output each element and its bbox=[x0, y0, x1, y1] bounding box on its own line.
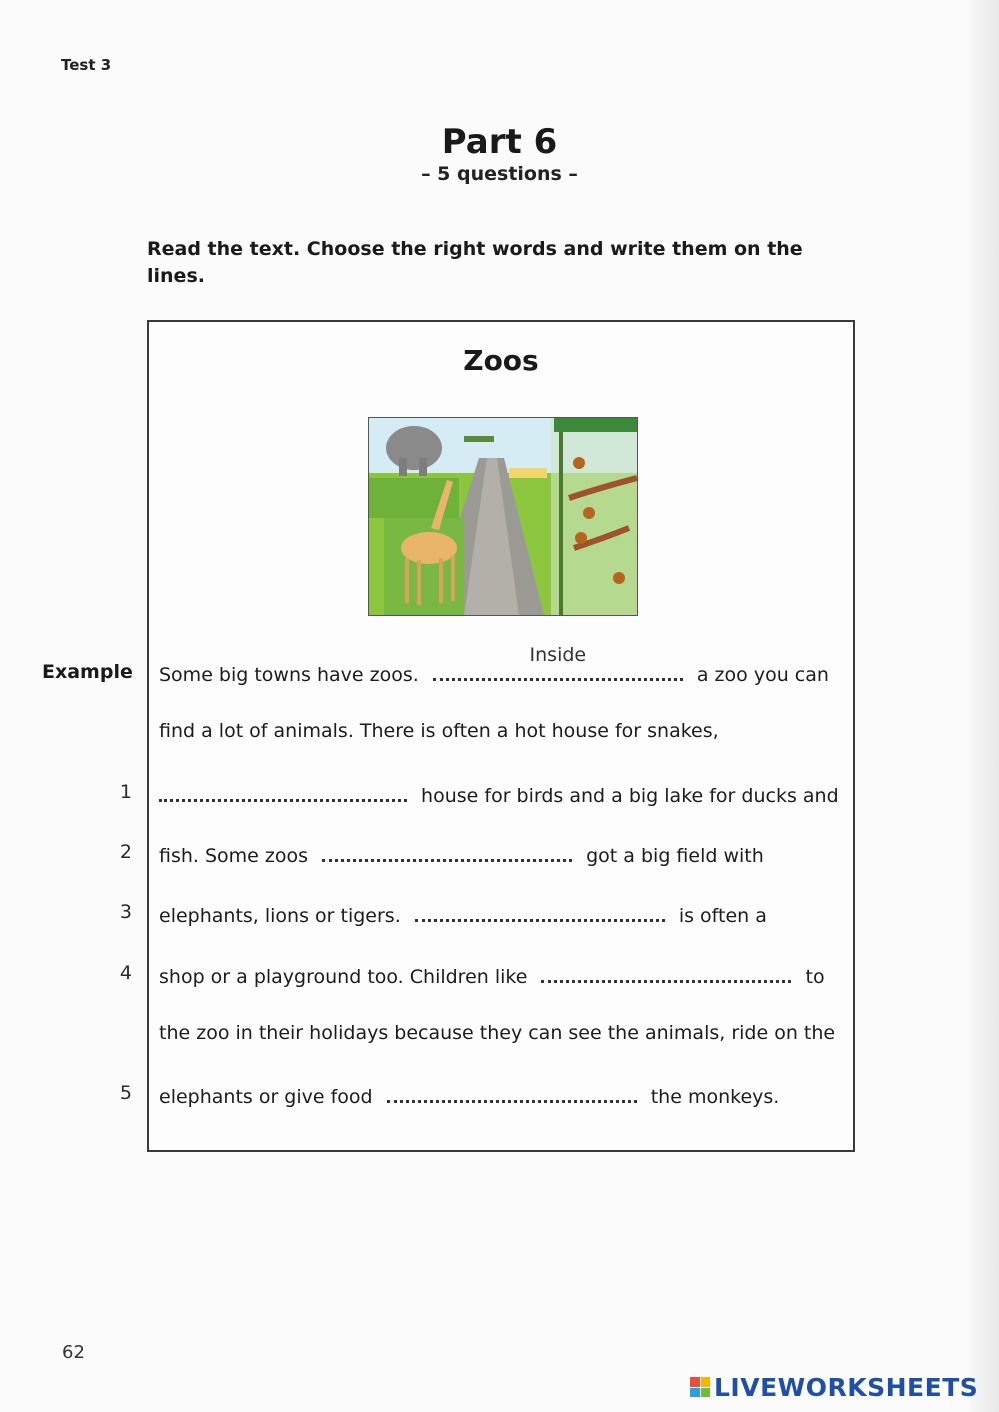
zoo-illustration bbox=[368, 417, 638, 616]
example-answer: Inside bbox=[529, 644, 587, 666]
answer-input-1[interactable] bbox=[159, 781, 407, 802]
text-line-q4 bbox=[159, 962, 825, 988]
line-text: the zoo in their holidays because they can see the animals, ride on the bbox=[159, 1022, 836, 1044]
page-edge-shadow bbox=[971, 0, 999, 1412]
line-text-before: shop or a playground too. Children like bbox=[159, 966, 528, 988]
box-title: Zoos bbox=[463, 344, 539, 377]
line-text-before: Some big towns have zoos. bbox=[159, 664, 419, 686]
text-line-example bbox=[159, 644, 829, 686]
text-line-q1 bbox=[159, 781, 839, 807]
line-text-before: elephants, lions or tigers. bbox=[159, 905, 401, 927]
line-text-before: elephants or give food bbox=[159, 1086, 373, 1108]
part-subtitle: – 5 questions – bbox=[421, 163, 578, 185]
line-text-after: the monkeys. bbox=[650, 1086, 780, 1108]
instructions-text: Read the text. Choose the right words and write them on the lines. bbox=[147, 238, 803, 287]
question-number-2: 2 bbox=[119, 841, 132, 863]
example-label: Example bbox=[42, 661, 133, 683]
part-title: Part 6 bbox=[441, 122, 558, 162]
answer-input-4[interactable] bbox=[541, 962, 791, 983]
line-text: find a lot of animals. There is often a hot house for snakes, bbox=[159, 720, 719, 742]
liveworksheets-logo-text: LIVEWORKSHEETS bbox=[714, 1372, 979, 1402]
liveworksheets-logo-icon bbox=[690, 1377, 710, 1397]
line-text-after: house for birds and a big lake for ducks and bbox=[421, 785, 839, 807]
question-number-4: 4 bbox=[119, 962, 132, 984]
question-number-1: 1 bbox=[119, 781, 132, 803]
question-number-3: 3 bbox=[119, 901, 132, 923]
line-text-after: is often a bbox=[678, 905, 767, 927]
answer-input-3[interactable] bbox=[415, 901, 665, 922]
line-text-after: to bbox=[805, 966, 825, 988]
answer-input-5[interactable] bbox=[387, 1082, 637, 1103]
example-answer-blank bbox=[433, 644, 683, 681]
test-label: Test 3 bbox=[61, 56, 112, 74]
text-line-q3 bbox=[159, 901, 767, 927]
text-line-q2 bbox=[159, 841, 764, 867]
question-number-5: 5 bbox=[119, 1082, 132, 1104]
text-line bbox=[159, 1022, 835, 1044]
line-text-after: got a big field with bbox=[586, 845, 764, 867]
text-line bbox=[159, 720, 719, 742]
text-line-q5 bbox=[159, 1082, 779, 1108]
liveworksheets-logo[interactable] bbox=[690, 1372, 978, 1402]
page-number: 62 bbox=[62, 1342, 85, 1363]
answer-input-2[interactable] bbox=[322, 841, 572, 862]
line-text-before: fish. Some zoos bbox=[159, 845, 309, 867]
line-text-after: a zoo you can bbox=[696, 664, 829, 686]
